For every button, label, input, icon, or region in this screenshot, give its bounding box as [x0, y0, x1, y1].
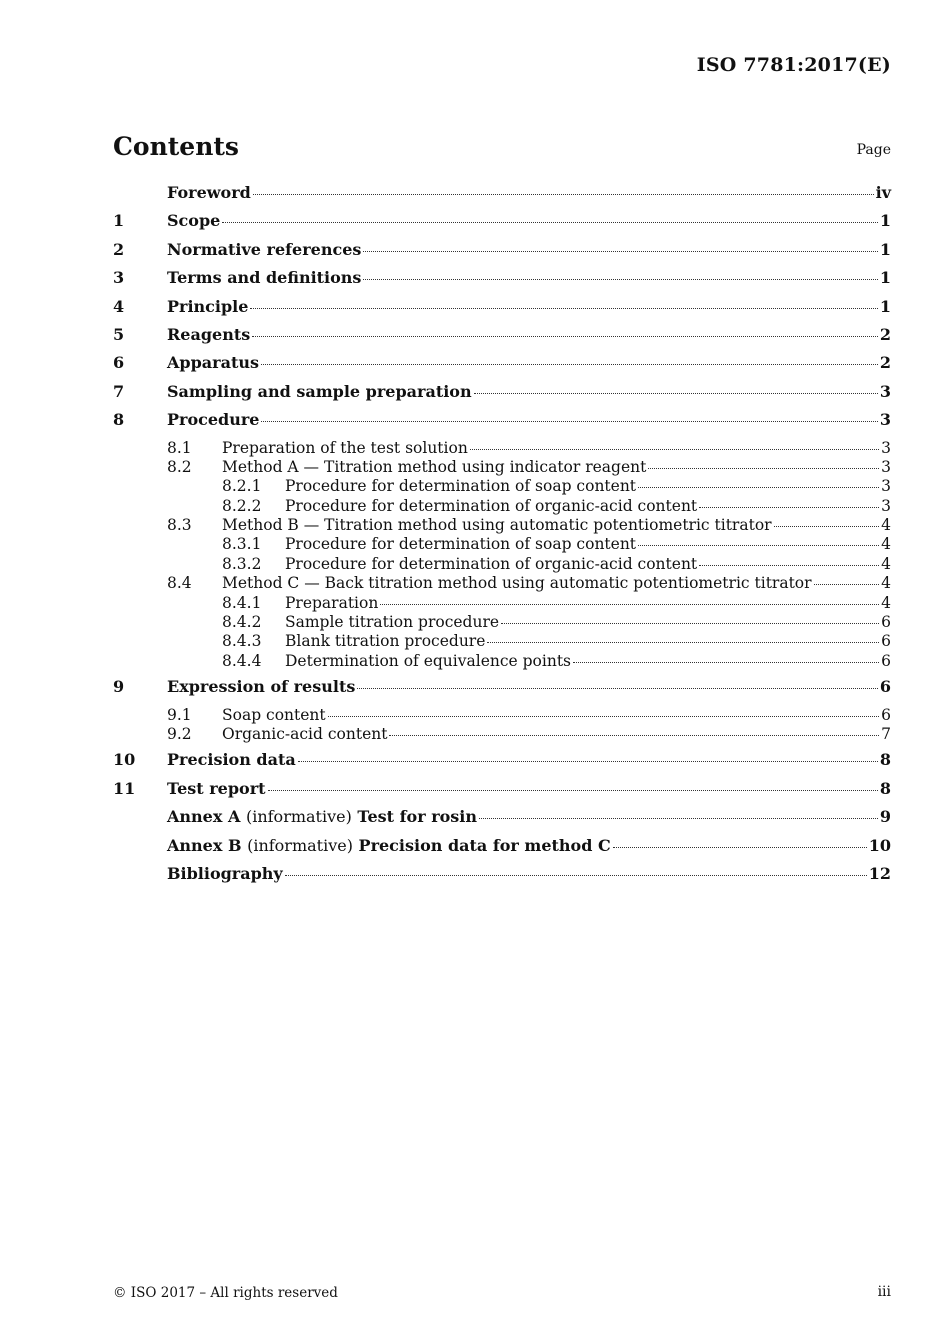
toc-entry-page: 1	[879, 239, 891, 259]
toc-entry-label: Precision data	[167, 750, 296, 770]
toc-entry-label: Procedure for determination of soap content	[285, 535, 637, 554]
dot-leader	[357, 688, 878, 689]
toc-entry-label: Procedure for determination of soap content	[285, 477, 637, 496]
dot-leader	[573, 662, 879, 663]
toc-entry-title	[222, 725, 387, 743]
toc-entry[interactable]	[113, 516, 891, 535]
toc-entry[interactable]	[113, 836, 891, 864]
toc-entry-title	[167, 807, 477, 826]
toc-entry-number: 8.2.2	[222, 496, 262, 515]
toc-entry-number: 4	[113, 296, 125, 316]
toc-entry-page: 4	[881, 516, 891, 535]
toc-entry-title	[167, 240, 361, 259]
toc-entry-title	[167, 382, 472, 401]
toc-entry-page: 4	[881, 554, 891, 573]
toc-entry[interactable]	[113, 497, 891, 516]
page-title: Contents	[113, 132, 240, 161]
toc-entry-number: 9.1	[167, 705, 192, 724]
toc-entry-page: 3	[879, 410, 891, 430]
toc-entry-title	[222, 516, 772, 534]
dot-leader	[638, 487, 879, 488]
toc-entry-annex-type: (informative)	[247, 835, 353, 855]
toc-entry-number: 8.4.2	[222, 613, 262, 632]
toc-entry-number: 8.2	[167, 457, 192, 476]
dot-leader	[389, 735, 879, 736]
toc-entry[interactable]	[113, 240, 891, 268]
toc-entry-title	[167, 836, 611, 855]
toc-entry-title	[222, 458, 646, 476]
page-column-label: Page	[856, 142, 891, 158]
toc-entry[interactable]	[113, 268, 891, 296]
toc-entry-title	[285, 535, 636, 553]
toc-entry-title	[167, 864, 283, 883]
toc-entry-title	[222, 439, 468, 457]
toc-entry-number: 1	[113, 211, 125, 231]
dot-leader	[298, 761, 878, 762]
toc-entry-number: 6	[113, 353, 125, 373]
toc-entry-page: 4	[881, 535, 891, 554]
toc-entry-number: 8	[113, 410, 125, 430]
toc-entry-page: 3	[881, 438, 891, 457]
toc-entry-title	[285, 497, 697, 515]
toc-entry-page: 8	[879, 778, 891, 798]
toc-entry[interactable]	[113, 864, 891, 892]
toc-entry-title	[167, 297, 248, 316]
toc-entry-label: Procedure for determination of organic-acid content	[285, 496, 698, 515]
toc-entry-page: 3	[879, 381, 891, 401]
toc-entry-label: Organic-acid content	[222, 724, 388, 743]
toc-entry-label: Soap content	[222, 705, 326, 724]
toc-entry[interactable]	[113, 807, 891, 835]
toc-entry-number: 2	[113, 239, 125, 259]
toc-entry-page: 9	[879, 807, 891, 827]
dot-leader	[638, 545, 879, 546]
dot-leader	[222, 222, 878, 223]
toc-entry[interactable]	[113, 750, 891, 778]
dot-leader	[699, 565, 879, 566]
toc-entry-number: 3	[113, 268, 125, 288]
toc-entry[interactable]	[113, 477, 891, 496]
toc-entry-title	[167, 211, 220, 230]
toc-entry-label: Preparation	[285, 593, 379, 612]
dot-leader	[261, 421, 877, 422]
toc-entry-page: 6	[879, 677, 891, 697]
toc-entry-title	[222, 706, 326, 724]
dot-leader	[487, 642, 879, 643]
toc-entry-number: 9.2	[167, 724, 192, 743]
toc-entry-page: 6	[881, 632, 891, 651]
toc-entry-number: 10	[113, 750, 136, 770]
toc-entry-title	[167, 750, 296, 769]
toc-entry-title	[167, 677, 355, 696]
toc-entry-number: 8.4.3	[222, 632, 262, 651]
toc-entry-page: 6	[881, 613, 891, 632]
toc-entry-label: Sampling and sample preparation	[167, 381, 472, 401]
dot-leader	[250, 308, 877, 309]
page-number: iii	[877, 1284, 891, 1300]
toc-entry-page: 3	[881, 496, 891, 515]
toc-entry-page: 7	[881, 724, 891, 743]
dot-leader	[363, 279, 877, 280]
copyright-footer: © ISO 2017 – All rights reserved	[113, 1285, 338, 1301]
toc-entry-number: 8.2.1	[222, 477, 262, 496]
toc-entry-annex-type: (informative)	[245, 807, 352, 827]
toc-entry-page: 4	[881, 593, 891, 612]
toc-entry-number: 7	[113, 381, 125, 401]
toc-entry-page: 3	[881, 457, 891, 476]
dot-leader	[613, 847, 867, 848]
toc-entry-page: 6	[881, 705, 891, 724]
toc-entry-title	[167, 353, 259, 372]
toc-entry-title	[222, 574, 812, 592]
toc-entry[interactable]	[113, 574, 891, 593]
toc-entry-page: 1	[879, 268, 891, 288]
dot-leader	[501, 623, 879, 624]
toc-entry-label: Apparatus	[167, 353, 259, 373]
toc-entry-number: 8.4	[167, 574, 192, 593]
dot-leader	[363, 251, 877, 252]
toc-entry-label: Reagents	[167, 324, 251, 344]
toc-entry[interactable]	[113, 535, 891, 554]
toc-entry-label: Annex B	[167, 835, 242, 855]
toc-entry[interactable]	[113, 613, 891, 632]
dot-leader	[380, 604, 879, 605]
toc-entry-number: 8.4.4	[222, 651, 262, 670]
toc-entry-title	[167, 779, 266, 798]
toc-entry-label: Preparation of the test solution	[222, 438, 468, 457]
toc-entry-number: 11	[113, 778, 136, 798]
toc-entry-annex-title: Precision data for method C	[358, 835, 611, 855]
toc-entry-page: 10	[868, 835, 891, 855]
toc-entry[interactable]	[113, 594, 891, 613]
toc-entry-title	[167, 410, 259, 429]
toc-entry-label: Bibliography	[167, 863, 283, 883]
dot-leader	[699, 507, 879, 508]
toc-entry-label: Foreword	[167, 183, 251, 202]
toc-entry-label: Procedure	[167, 410, 260, 430]
toc-entry-title	[285, 613, 499, 631]
toc-entry-title	[285, 594, 378, 612]
toc-entry[interactable]	[113, 410, 891, 438]
toc-entry-label: Terms and definitions	[167, 268, 362, 288]
toc-entry-page: 2	[879, 353, 891, 373]
toc-entry-page: 3	[881, 477, 891, 496]
toc-entry-label: Principle	[167, 296, 249, 316]
toc-entry-number: 8.3	[167, 516, 192, 535]
toc-entry-page: 4	[881, 574, 891, 593]
toc-entry-page: 12	[868, 863, 891, 883]
toc-entry[interactable]	[113, 725, 891, 744]
dot-leader	[648, 468, 879, 469]
toc-entry-label: Method B — Titration method using automatic potentiometric titrator	[222, 516, 772, 535]
toc-entry[interactable]	[113, 211, 891, 239]
table-of-contents	[113, 183, 891, 892]
toc-entry-title	[285, 555, 697, 573]
toc-entry-page: iv	[875, 183, 891, 202]
toc-entry[interactable]	[113, 183, 891, 211]
toc-entry-page: 1	[879, 296, 891, 316]
toc-entry-number: 9	[113, 677, 125, 697]
toc-entry-title	[167, 268, 361, 287]
toc-entry-title	[167, 325, 250, 344]
dot-leader	[285, 875, 867, 876]
toc-entry-label: Determination of equivalence points	[285, 651, 572, 670]
toc-entry-page: 1	[879, 211, 891, 231]
document-id: ISO 7781:2017(E)	[696, 54, 891, 76]
toc-entry-label: Test report	[167, 778, 266, 798]
toc-entry[interactable]	[113, 677, 891, 705]
toc-entry[interactable]	[113, 297, 891, 325]
dot-leader	[268, 790, 878, 791]
toc-entry-number: 8.4.1	[222, 593, 262, 612]
toc-entry[interactable]	[113, 325, 891, 353]
dot-leader	[814, 584, 880, 585]
dot-leader	[479, 818, 878, 819]
toc-entry-title	[285, 652, 571, 670]
toc-entry-label: Sample titration procedure	[285, 613, 500, 632]
toc-entry[interactable]	[113, 555, 891, 574]
toc-entry-number: 8.3.2	[222, 554, 262, 573]
dot-leader	[253, 194, 874, 195]
toc-entry-title	[167, 183, 251, 202]
toc-entry[interactable]	[113, 779, 891, 807]
toc-entry-page: 8	[879, 750, 891, 770]
toc-entry[interactable]	[113, 458, 891, 477]
toc-entry-number: 5	[113, 324, 125, 344]
toc-entry-label: Method A — Titration method using indicator reagent	[222, 457, 647, 476]
dot-leader	[252, 336, 878, 337]
toc-entry[interactable]	[113, 652, 891, 671]
toc-entry-annex-title: Test for rosin	[357, 807, 478, 827]
dot-leader	[328, 716, 879, 717]
toc-entry-label: Procedure for determination of organic-acid content	[285, 554, 698, 573]
toc-entry[interactable]	[113, 706, 891, 725]
toc-entry[interactable]	[113, 632, 891, 651]
toc-entry-page: 2	[879, 324, 891, 344]
dot-leader	[470, 449, 879, 450]
toc-entry-label: Blank titration procedure	[285, 632, 486, 651]
toc-entry-number: 8.1	[167, 438, 192, 457]
toc-entry-title	[285, 477, 636, 495]
toc-entry-label: Normative references	[167, 239, 362, 259]
toc-entry-page: 6	[881, 651, 891, 670]
toc-entry-label: Annex A	[167, 807, 241, 827]
toc-entry-label: Scope	[167, 211, 221, 231]
toc-entry[interactable]	[113, 353, 891, 381]
toc-entry[interactable]	[113, 439, 891, 458]
toc-entry-title	[285, 632, 485, 650]
dot-leader	[774, 526, 880, 527]
toc-entry[interactable]	[113, 382, 891, 410]
toc-entry-number: 8.3.1	[222, 535, 262, 554]
toc-entry-label: Method C — Back titration method using automatic potentiometric titrator	[222, 574, 812, 593]
toc-entry-label: Expression of results	[167, 677, 356, 697]
dot-leader	[474, 393, 878, 394]
dot-leader	[261, 364, 878, 365]
